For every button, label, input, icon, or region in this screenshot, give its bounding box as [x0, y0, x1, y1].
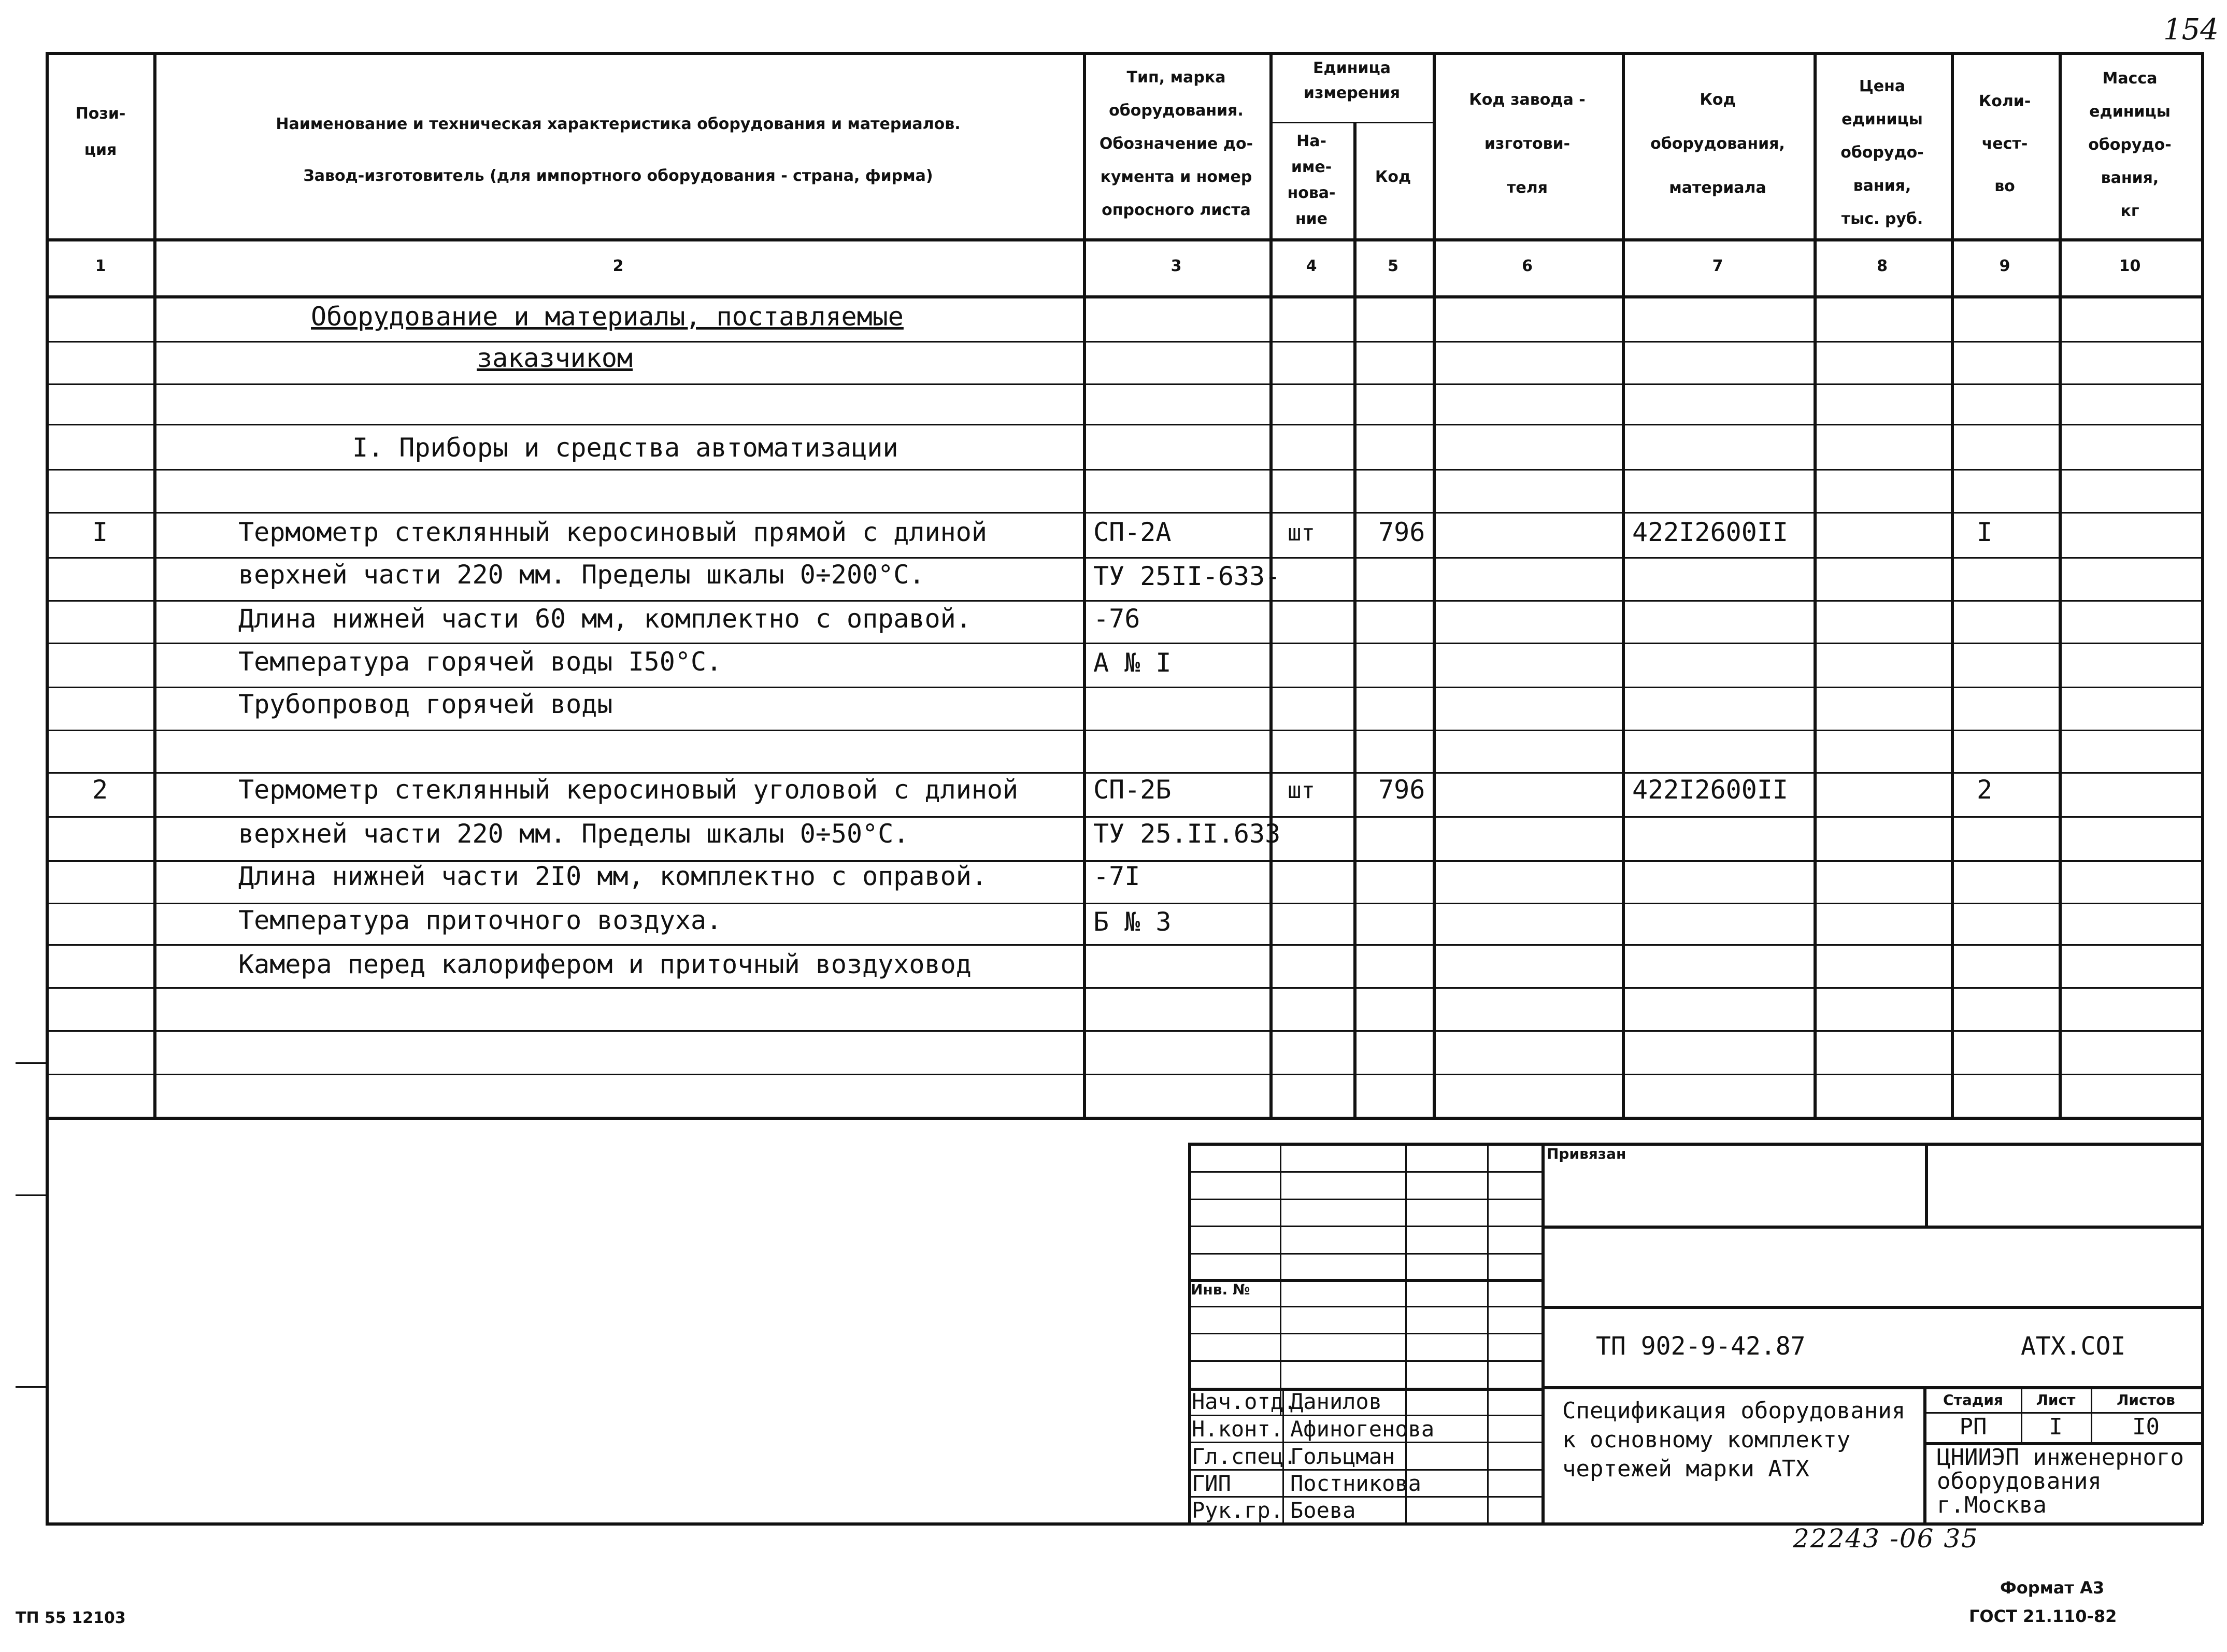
format-label: Формат А3 [2000, 1578, 2105, 1598]
col-number: 6 [1522, 257, 1533, 275]
stamp-line [1188, 1333, 1541, 1334]
margin-mark [16, 1386, 46, 1388]
row-line [46, 600, 2203, 602]
item-description: Камера перед калорифером и приточный воздуховод [238, 949, 972, 979]
margin-mark [16, 1194, 46, 1196]
signature-name: Данилов [1290, 1389, 1382, 1414]
stamp-privyazan: Привязан [1547, 1145, 1626, 1162]
col-number: 10 [2119, 257, 2141, 275]
item-description: Температура горячей воды I50°С. [238, 647, 722, 677]
col-number: 4 [1306, 257, 1317, 275]
header-unit-code: Код [1375, 168, 1411, 186]
numbers-bottom [46, 295, 2203, 298]
item-description: Длина нижней части 2I0 мм, комплектно с оправой. [238, 861, 987, 891]
row-line [46, 643, 2203, 644]
row-line [46, 987, 2203, 989]
row-line [46, 424, 2203, 425]
stamp-title: Спецификация оборудования к основному комплекту чертежей марки АТХ [1562, 1398, 1906, 1482]
handwritten-number: 22243 -06 35 [1793, 1523, 1979, 1554]
signature-role: Н.конт. [1192, 1416, 1284, 1442]
section-title-line2: заказчиком [477, 343, 633, 373]
stamp-line [1188, 1360, 1541, 1362]
stamp-line [1188, 1226, 1541, 1227]
item-position: I [92, 517, 108, 547]
item-unit-code: 796 [1378, 775, 1425, 805]
row-line [46, 944, 2203, 946]
stamp-sheet: I [2049, 1414, 2063, 1440]
signature-role: ГИП [1192, 1471, 1231, 1496]
item-type: СП-2Б [1093, 775, 1172, 805]
stamp-stage-label: Стадия [1943, 1391, 2003, 1408]
stamp-doc-code: ТП 902-9-42.87 [1596, 1332, 1806, 1361]
page-number: 154 [2163, 13, 2219, 47]
item-description: Термометр стеклянный керосиновый прямой с длиной [238, 517, 987, 547]
item-type: А № I [1093, 648, 1172, 678]
stamp-line [1188, 1171, 1541, 1173]
signature-role: Рук.гр. [1192, 1498, 1284, 1523]
row-line [46, 383, 2203, 385]
col-number: 1 [95, 257, 106, 275]
margin-mark [16, 1062, 46, 1064]
item-position: 2 [92, 775, 108, 805]
item-code: 422I2600II [1632, 775, 1789, 805]
stamp-sheets-label: Листов [2117, 1391, 2175, 1408]
item-type: -76 [1093, 604, 1140, 634]
col-number: 3 [1170, 257, 1182, 275]
header-type: Тип, марка оборудования. Обозначение до- кумента и номер опросного листа [1099, 68, 1253, 219]
header-factory-code: Код завода - изготови- теля [1469, 91, 1586, 197]
stamp-line [1541, 1386, 2203, 1389]
row-line [46, 341, 2203, 343]
stamp-line [1188, 1253, 1541, 1255]
stamp-sheets: I0 [2132, 1414, 2160, 1440]
item-quantity: 2 [1977, 775, 1993, 805]
col-number: 5 [1388, 257, 1398, 275]
stamp-line [1541, 1306, 2203, 1309]
row-line [46, 730, 2203, 731]
stamp-line [1541, 1226, 2203, 1229]
item-type: Б № 3 [1093, 907, 1172, 937]
item-unit: шт [1288, 520, 1315, 546]
stamp-top [1188, 1143, 2203, 1146]
col-number: 7 [1712, 257, 1723, 275]
header-mass: Масса единицы оборудо- вания, кг [2088, 69, 2172, 220]
gost-label: ГОСТ 21.110-82 [1969, 1606, 2117, 1626]
header-quantity: Коли- чест- во [1978, 92, 2031, 195]
col-number: 9 [1999, 257, 2010, 275]
signature-name: Постникова [1290, 1471, 1421, 1496]
stamp-organization: ЦНИИЭП инженерного оборудования г.Москва [1937, 1444, 2184, 1518]
col-line [1433, 52, 1436, 1118]
stamp-stage: РП [1959, 1414, 1987, 1440]
col-line [1622, 52, 1625, 1118]
signature-name: Боева [1290, 1498, 1356, 1523]
stamp-line [1188, 1306, 1541, 1307]
header-position: Пози- ция [75, 105, 126, 159]
table-bottom [46, 1117, 2203, 1120]
item-unit: шт [1288, 777, 1315, 804]
row-line [46, 1074, 2203, 1075]
item-quantity: I [1977, 517, 1993, 547]
row-line [46, 772, 2203, 774]
col-number: 2 [612, 257, 624, 275]
row-line [46, 557, 2203, 559]
col-number: 8 [1877, 257, 1888, 275]
row-line [46, 512, 2203, 514]
item-description: верхней части 220 мм. Пределы шкалы 0÷50°С. [238, 819, 909, 849]
stamp-line [1188, 1442, 1541, 1443]
row-line [1269, 122, 1434, 123]
signature-name: Гольцман [1290, 1444, 1395, 1469]
header-name: Наименование и техническая характеристика оборудования и материалов. Завод-изготовитель (для импортного оборудования - страна, фирма) [276, 115, 961, 185]
frame-right [2201, 52, 2204, 1524]
header-bottom [46, 238, 2203, 241]
item-description: верхней части 220 мм. Пределы шкалы 0÷200°С. [238, 560, 925, 590]
row-line [46, 903, 2203, 904]
stamp-line [1188, 1199, 1541, 1200]
item-description: Температура приточного воздуха. [238, 905, 722, 935]
header-price: Цена единицы оборудо- вания, тыс. руб. [1840, 77, 1924, 228]
stamp-line [1541, 1143, 1545, 1522]
header-unit-name: На- име- нова- ние [1287, 132, 1336, 228]
col-line [153, 52, 156, 1118]
signature-name: Афиногенова [1290, 1416, 1435, 1442]
item-type: ТУ 25.II.633 [1093, 819, 1281, 849]
row-line [46, 816, 2203, 818]
header-unit: Единица измерения [1303, 59, 1401, 102]
item-type: СП-2А [1093, 517, 1172, 547]
stamp-line [1925, 1143, 1928, 1226]
section-subtitle: I. Приборы и средства автоматизации [352, 433, 898, 463]
item-description: Термометр стеклянный керосиновый уголовой с длиной [238, 775, 1019, 805]
section-title-line1: Оборудование и материалы, поставляемые [311, 302, 904, 332]
item-type: -7I [1093, 861, 1140, 891]
item-description: Длина нижней части 60 мм, комплектно с оправой. [238, 604, 972, 634]
signature-role: Нач.отд. [1192, 1389, 1297, 1414]
col-line [1951, 52, 1954, 1118]
stamp-mark: АТХ.СОI [2021, 1332, 2126, 1361]
row-line [46, 469, 2203, 471]
item-code: 422I2600II [1632, 517, 1789, 547]
frame-top [46, 52, 2203, 55]
item-description: Трубопровод горячей воды [238, 689, 613, 719]
stamp-sheet-label: Лист [2036, 1391, 2076, 1408]
header-equipment-code: Код оборудования, материала [1650, 91, 1785, 197]
stamp-line [1405, 1388, 1407, 1522]
signature-role: Гл.спец. [1192, 1444, 1297, 1469]
stamp-inv-no: Инв. № [1191, 1281, 1250, 1298]
item-type: ТУ 25II-633- [1093, 561, 1281, 591]
item-unit-code: 796 [1378, 517, 1425, 547]
row-line [46, 1030, 2203, 1032]
bottom-left-code: ТП 55 12103 [16, 1609, 126, 1627]
row-line [46, 687, 2203, 688]
